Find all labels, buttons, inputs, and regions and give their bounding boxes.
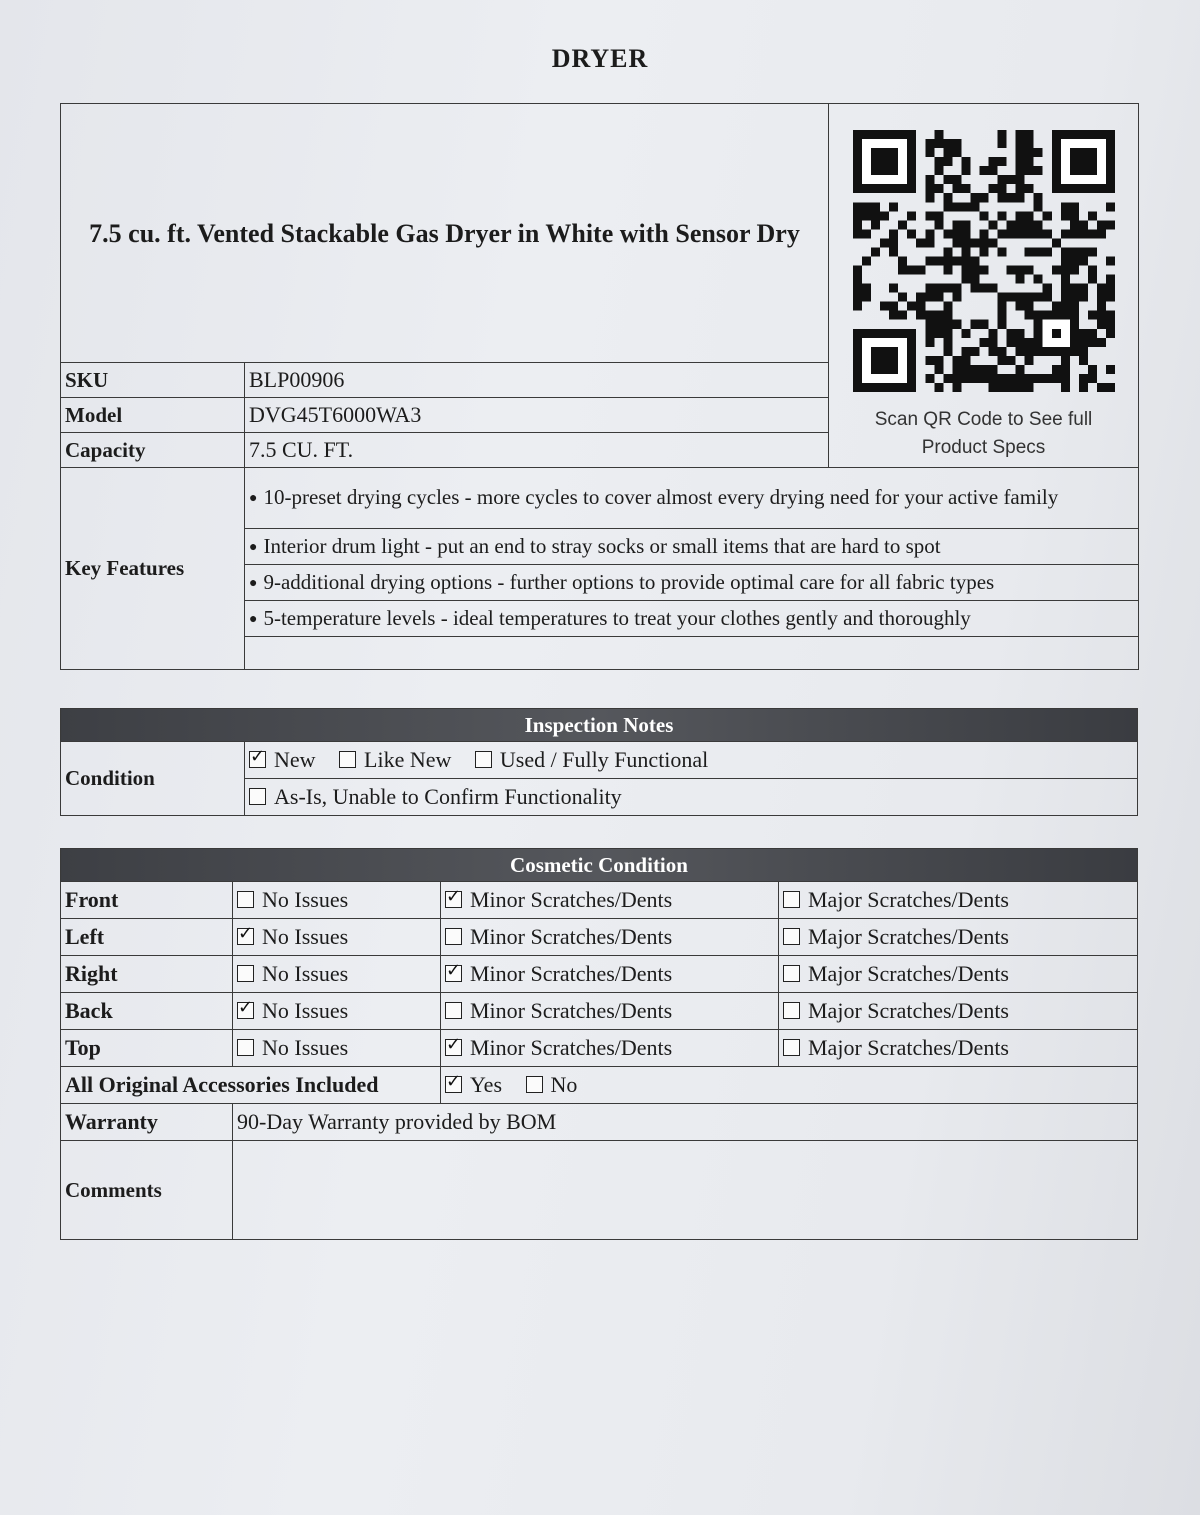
feature-item: ● 9-additional drying options - further options to provide optimal care for all fabric types (245, 565, 1139, 601)
qr-caption-line1: Scan QR Code to See full (874, 409, 1093, 430)
condition-new[interactable]: ✓New (249, 747, 316, 772)
warranty-label: Warranty (61, 1104, 233, 1141)
cosmetic-option[interactable] (441, 919, 779, 956)
cosmetic-option[interactable] (233, 919, 441, 956)
condition-as-is[interactable]: As-Is, Unable to Confirm Functionality (249, 784, 622, 809)
checkbox-icon[interactable] (783, 891, 800, 908)
checkbox-icon[interactable] (237, 928, 254, 945)
cosmetic-option[interactable] (779, 882, 1138, 919)
sku-label: SKU (61, 363, 245, 398)
condition-options-row (245, 779, 1138, 816)
cosmetic-option-label: No Issues (262, 961, 349, 986)
cosmetic-option[interactable] (441, 882, 779, 919)
checkbox-icon[interactable] (445, 965, 462, 982)
cosmetic-row (61, 919, 1138, 956)
cosmetic-option[interactable] (779, 1030, 1138, 1067)
cosmetic-option-label: No Issues (262, 887, 349, 912)
checkbox-icon[interactable] (475, 751, 492, 768)
feature-item: ● 5-temperature levels - ideal temperatures to treat your clothes gently and thoroughly (245, 601, 1139, 637)
cosmetic-option[interactable] (233, 882, 441, 919)
checkbox-icon[interactable] (339, 751, 356, 768)
condition-used[interactable]: Used / Fully Functional (475, 747, 708, 772)
checkbox-icon[interactable] (237, 965, 254, 982)
page-title: DRYER (551, 44, 649, 73)
cosmetic-row (61, 1030, 1138, 1067)
condition-like-new[interactable]: Like New (339, 747, 451, 772)
product-table (60, 103, 1138, 670)
cosmetic-option-label: Major Scratches/Dents (808, 961, 1009, 986)
checkbox-icon[interactable] (445, 1039, 462, 1056)
cosmetic-option[interactable] (779, 993, 1138, 1030)
qr-code[interactable] (853, 130, 1115, 392)
bullet-icon: ● (249, 576, 258, 592)
comments-label: Comments (61, 1141, 233, 1240)
checkbox-icon[interactable] (249, 751, 266, 768)
feature-item: ● Interior drum light - put an end to stray socks or small items that are hard to spot (245, 529, 1139, 565)
cosmetic-option-label: Minor Scratches/Dents (470, 1035, 673, 1060)
bullet-icon: ● (249, 491, 258, 507)
cosmetic-option[interactable] (441, 1030, 779, 1067)
accessories-yes[interactable]: ✓ Yes (445, 1072, 502, 1097)
inspection-header: Inspection Notes (61, 709, 1138, 742)
cosmetic-row-label: Left (61, 919, 233, 956)
bullet-icon: ● (249, 540, 258, 556)
key-features-label: Key Features (61, 468, 245, 670)
cosmetic-option-label: Minor Scratches/Dents (470, 998, 673, 1023)
warranty-value: 90-Day Warranty provided by BOM (233, 1104, 1138, 1141)
cosmetic-option-label: Minor Scratches/Dents (470, 961, 673, 986)
cosmetic-option-label: No Issues (262, 1035, 349, 1060)
cosmetic-row (61, 993, 1138, 1030)
cosmetic-row-label: Back (61, 993, 233, 1030)
checkbox-icon[interactable] (783, 965, 800, 982)
qr-code-cell (829, 104, 1139, 468)
feature-item-empty (245, 637, 1139, 670)
qr-caption-line2: Product Specs (921, 437, 1046, 458)
model-label: Model (61, 398, 245, 433)
product-title: 7.5 cu. ft. Vented Stackable Gas Dryer in White with Sensor Dry (61, 104, 829, 363)
cosmetic-option-label: Minor Scratches/Dents (470, 887, 673, 912)
cosmetic-row-label: Right (61, 956, 233, 993)
cosmetic-option[interactable] (233, 1030, 441, 1067)
cosmetic-row-label: Top (61, 1030, 233, 1067)
checkbox-icon[interactable] (445, 928, 462, 945)
cosmetic-row (61, 882, 1138, 919)
cosmetic-option-label: No Issues (262, 924, 349, 949)
accessories-no[interactable]: No (526, 1072, 578, 1097)
cosmetic-option[interactable] (233, 993, 441, 1030)
capacity-label: Capacity (61, 433, 245, 468)
capacity-value: 7.5 CU. FT. (245, 433, 829, 468)
cosmetic-option[interactable] (441, 956, 779, 993)
cosmetic-option-label: No Issues (262, 998, 349, 1023)
cosmetic-row-label: Front (61, 882, 233, 919)
cosmetic-header: Cosmetic Condition (61, 849, 1138, 882)
model-value: DVG45T6000WA3 (245, 398, 829, 433)
cosmetic-option-label: Major Scratches/Dents (808, 924, 1009, 949)
checkbox-icon[interactable] (237, 1002, 254, 1019)
cosmetic-option[interactable] (779, 956, 1138, 993)
accessories-options (441, 1067, 1138, 1104)
feature-item: ● 10-preset drying cycles - more cycles to cover almost every drying need for your active family (245, 468, 1139, 529)
cosmetic-option-label: Major Scratches/Dents (808, 1035, 1009, 1060)
checkbox-icon[interactable] (237, 891, 254, 908)
cosmetic-option[interactable] (233, 956, 441, 993)
condition-label: Condition (61, 742, 245, 816)
comments-field[interactable] (233, 1141, 1138, 1240)
checkbox-icon[interactable] (783, 928, 800, 945)
checkbox-icon[interactable] (445, 1002, 462, 1019)
cosmetic-table (60, 848, 1138, 1240)
checkbox-icon[interactable] (783, 1039, 800, 1056)
bullet-icon: ● (249, 612, 258, 628)
accessories-label: All Original Accessories Included (61, 1067, 441, 1104)
inspection-table (60, 708, 1138, 816)
checkbox-icon[interactable] (526, 1076, 543, 1093)
checkbox-icon[interactable] (249, 788, 266, 805)
sku-value: BLP00906 (245, 363, 829, 398)
cosmetic-option-label: Major Scratches/Dents (808, 998, 1009, 1023)
cosmetic-option[interactable] (441, 993, 779, 1030)
condition-options-row (245, 742, 1138, 779)
checkbox-icon[interactable] (445, 891, 462, 908)
cosmetic-option-label: Minor Scratches/Dents (470, 924, 673, 949)
cosmetic-option[interactable] (779, 919, 1138, 956)
checkbox-icon[interactable] (237, 1039, 254, 1056)
cosmetic-option-label: Major Scratches/Dents (808, 887, 1009, 912)
cosmetic-row (61, 956, 1138, 993)
checkbox-icon[interactable] (445, 1076, 462, 1093)
checkbox-icon[interactable] (783, 1002, 800, 1019)
